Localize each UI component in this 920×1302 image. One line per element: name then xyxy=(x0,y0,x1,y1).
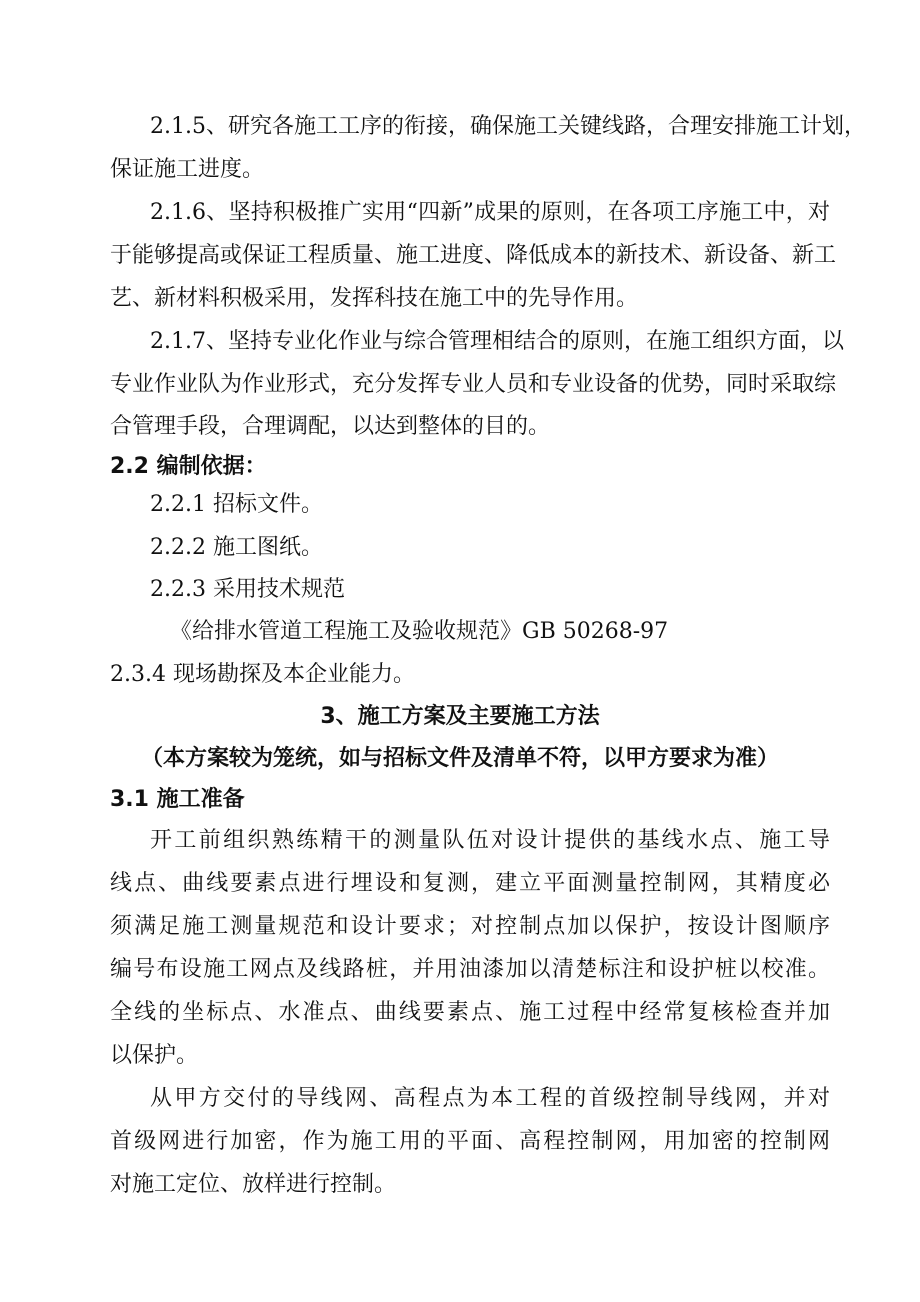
paragraph-2-1-7-line-2: 专业作业队为作业形式，充分发挥专业人员和专业设备的优势，同时采取综 xyxy=(110,372,837,397)
item-2-2-2: 2.2.2 施工图纸。 xyxy=(150,535,323,560)
section-3-1-heading: 3.1 施工准备 xyxy=(110,787,245,812)
standard-reference: 《给排水管道工程施工及验收规范》GB 50268-97 xyxy=(170,619,669,644)
chapter-3-note: （本方案较为笼统，如与招标文件及清单不符，以甲方要求为准） xyxy=(140,746,779,771)
paragraph-3-1-line-6: 以保护。 xyxy=(110,1043,199,1068)
item-2-2-3: 2.2.3 采用技术规范 xyxy=(150,577,345,602)
chapter-3-title: 3、施工方案及主要施工方法 xyxy=(320,704,600,729)
paragraph-2-1-6-line-2: 于能够提高或保证工程质量、施工进度、降低成本的新技术、新设备、新工 xyxy=(110,243,837,268)
paragraph-2-1-7-line-1: 2.1.7、坚持专业化作业与综合管理相结合的原则，在施工组织方面，以 xyxy=(150,329,844,354)
item-2-2-1: 2.2.1 招标文件。 xyxy=(150,492,323,517)
paragraph-3-1b-line-1: 从甲方交付的导线网、高程点为本工程的首级控制导线网，并对 xyxy=(150,1086,830,1111)
paragraph-3-1-line-2: 线点、曲线要素点进行埋设和复测，建立平面测量控制网，其精度必 xyxy=(110,871,830,896)
paragraph-2-1-6-line-1: 2.1.6、坚持积极推广实用“四新”成果的原则，在各项工序施工中，对 xyxy=(150,200,830,225)
paragraph-3-1b-line-2: 首级网进行加密，作为施工用的平面、高程控制网，用加密的控制网 xyxy=(110,1129,830,1154)
paragraph-3-1-line-1: 开工前组织熟练精干的测量队伍对设计提供的基线水点、施工导 xyxy=(150,828,830,853)
paragraph-3-1-line-5: 全线的坐标点、水准点、曲线要素点、施工过程中经常复核检查并加 xyxy=(110,1000,830,1025)
paragraph-3-1b-line-3: 对施工定位、放样进行控制。 xyxy=(110,1172,397,1197)
paragraph-2-1-5-line-1: 2.1.5、研究各施工工序的衔接，确保施工关键线路，合理安排施工计划， xyxy=(150,114,866,139)
section-2-2-heading: 2.2 编制依据： xyxy=(110,454,267,479)
paragraph-2-1-6-line-3: 艺、新材料积极采用，发挥科技在施工中的先导作用。 xyxy=(110,286,639,311)
paragraph-2-1-5-line-2: 保证施工进度。 xyxy=(110,157,265,182)
paragraph-3-1-line-3: 须满足施工测量规范和设计要求；对控制点加以保护，按设计图顺序 xyxy=(110,914,830,939)
item-2-3-4: 2.3.4 现场勘探及本企业能力。 xyxy=(110,662,415,687)
paragraph-2-1-7-line-3: 合管理手段，合理调配，以达到整体的目的。 xyxy=(110,414,551,439)
paragraph-3-1-line-4: 编号布设施工网点及线路桩，并用油漆加以清楚标注和设护桩以校准。 xyxy=(110,957,830,982)
